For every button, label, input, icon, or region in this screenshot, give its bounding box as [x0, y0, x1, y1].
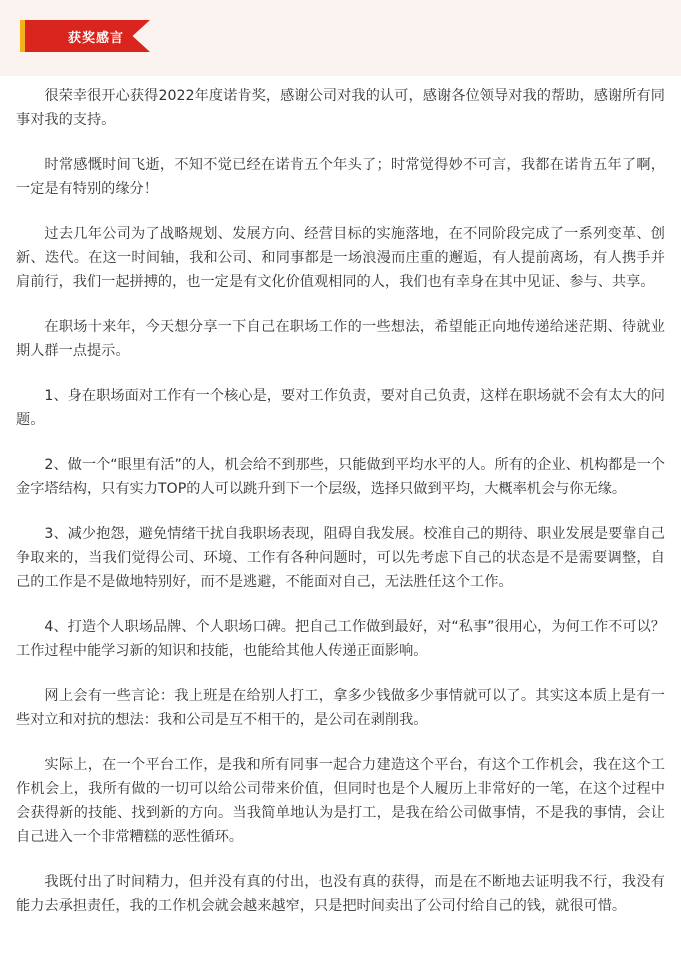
paragraph-online-views: 网上会有一些言论：我上班是在给别人打工，拿多少钱做多少事情就可以了。其实这本质上是有一些对立和对抗的想法：我和公司是互不相干的，是公司在剥削我。: [16, 688, 665, 728]
section-title-ribbon: [20, 20, 150, 52]
paragraph-point-1: 1、身在职场面对工作有一个核心是，要对工作负责，要对自己负责，这样在职场就不会有太大的问题。: [16, 388, 665, 428]
article-body: [16, 84, 665, 939]
header-band: [0, 0, 681, 76]
paragraph-company-history: 过去几年公司为了战略规划、发展方向、经营目标的实施落地，在不同阶段完成了一系列变革、创新、迭代。在这一时间轴，我和公司、和同事都是一场浪漫而庄重的邂逅，有人提前离场，有人携手并肩前行，我们一起拼搏的，也一定是有文化价值观相同的人，我们也有幸身在其中见证、参与、共享。: [16, 226, 665, 290]
section-title: 获奖感言: [68, 31, 125, 46]
paragraph-intro: 很荣幸很开心获得2022年度诺肯奖，感谢公司对我的认可，感谢各位领导对我的帮助，感谢所有同事对我的支持。: [16, 88, 665, 128]
paragraph-conclusion: 我既付出了时间精力，但并没有真的付出，也没有真的获得，而是在不断地去证明我不行，我没有能力去承担责任，我的工作机会就会越来越窄，只是把时间卖出了公司付给自己的钱，就很可惜。: [16, 874, 665, 914]
paragraph-platform: 实际上，在一个平台工作，是我和所有同事一起合力建造这个平台，有这个工作机会，我在这个工作机会上，我所有做的一切可以给公司带来价值，但同时也是个人履历上非常好的一笔，在这个过程中会获得新的技能、找到新的方向。当我简单地认为是打工，是我在给公司做事情，不是我的事情，会让自己进入一个非常糟糕的恶性循环。: [16, 757, 665, 845]
paragraph-time: 时常感慨时间飞逝，不知不觉已经在诺肯五个年头了；时常觉得妙不可言，我都在诺肯五年了啊，一定是有特别的缘分！: [16, 157, 665, 197]
paragraph-point-3: 3、减少抱怨，避免情绪干扰自我职场表现，阻碍自我发展。校准自己的期待、职业发展是要靠自己争取来的，当我们觉得公司、环境、工作有各种问题时，可以先考虑下自己的状态是不是需要调整，自己的工作是不是做地特别好，而不是逃避，不能面对自己，无法胜任这个工作。: [16, 526, 665, 590]
paragraph-point-4: 4、打造个人职场品牌、个人职场口碑。把自己工作做到最好，对“私事”很用心，为何工作不可以？工作过程中能学习新的知识和技能，也能给其他人传递正面影响。: [16, 619, 665, 659]
paragraph-point-2: 2、做一个“眼里有活”的人，机会给不到那些，只能做到平均水平的人。所有的企业、机构都是一个金字塔结构，只有实力TOP的人可以跳升到下一个层级，选择只做到平均，大概率机会与你无缘。: [16, 457, 665, 497]
paragraph-sharing: 在职场十来年，今天想分享一下自己在职场工作的一些想法，希望能正向地传递给迷茫期、待就业期人群一点提示。: [16, 319, 665, 359]
title-marker-bar: [20, 20, 25, 52]
